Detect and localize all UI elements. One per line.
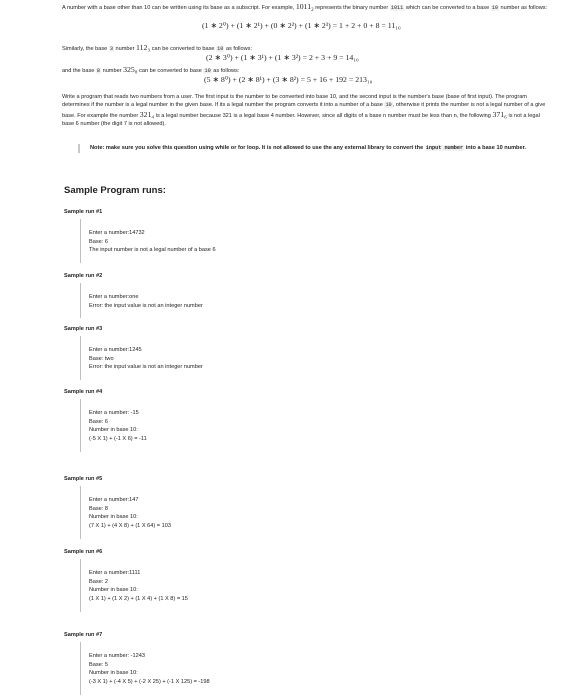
run-output-7: Enter a number: -1243 Base: 5 Number in base 10: (-3 X 1) + (-4 X 5) + (-2 X 25) + (-1 X 125) = -198: [80, 642, 529, 695]
run-title-4: Sample run #4: [64, 389, 103, 395]
run-output-6: Enter a number:1111 Base: 2 Number in base 10: (1 X 1) + (1 X 2) + (1 X 4) + (1 X 8) = 15: [80, 559, 529, 612]
intro-paragraph-2: Similarly, the base 3 number 112₃ can be converted to base 10 as follows:: [62, 43, 253, 52]
intro-paragraph-1: A number with a base other than 10 can be written using its base as a subscript. For example, $1011_2$ represents the binary number 1011 which can be converted to a base 10 number as follows:: [62, 2, 548, 14]
run-title-1: Sample run #1: [64, 209, 103, 215]
run-title-6: Sample run #6: [64, 549, 103, 555]
note-callout: Note: make sure you solve this question using while or for loop. It is not allowed to use the any external library to convert the input number into a base 10 number.: [78, 144, 550, 153]
run-title-3: Sample run #3: [64, 326, 103, 332]
equation-3: (5 ∗ 8⁰) + (2 ∗ 8¹) + (3 ∗ 8²) = 5 + 16 + 192 = 213₁₀: [204, 75, 373, 84]
run-output-3: Enter a number:1245 Base: two Error: the input value is not an integer number: [80, 336, 529, 380]
equation-1: (1 ∗ 2⁰) + (1 ∗ 2¹) + (0 ∗ 2²) + (1 ∗ 2³) = 1 + 2 + 0 + 8 = 11₁₀: [202, 21, 401, 30]
run-output-5: Enter a number:147 Base: 8 Number in base 10: (7 X 1) + (4 X 8) + (1 X 64) = 103: [80, 486, 529, 539]
equation-2: (2 ∗ 3⁰) + (1 ∗ 3¹) + (1 ∗ 3²) = 2 + 3 + 9 = 14₁₀: [206, 53, 359, 62]
run-output-2: Enter a number:one Error: the input value is not an integer number: [80, 283, 529, 318]
intro-paragraph-4: Write a program that reads two numbers from a user. The first input is the number to be converted into base 10, and the second input is the number's base (base of first input). The program determines if the number is a legal number in the given base. If its a legal number the program converts it into a number of a base 10, otherwise it prints the number is not a legal number of a give base. For example the number 321₄ is a legal number because 321 is a legal base 4 number. However, since all digits of a base n number must be less than n, the following 371₆ is not a legal base 6 number (the digit 7 is not allowed).: [62, 94, 546, 127]
sample-program-title: Sample Program runs:: [64, 185, 166, 196]
run-output-4: Enter a number: -15 Base: 6 Number in base 10: (-5 X 1) + (-1 X 6) = -11: [80, 399, 529, 452]
run-title-2: Sample run #2: [64, 273, 103, 279]
run-output-1: Enter a number:14732 Base: 6 The input number is not a legal number of a base 6: [80, 219, 529, 263]
run-title-7: Sample run #7: [64, 632, 103, 638]
run-title-5: Sample run #5: [64, 476, 103, 482]
intro-paragraph-3: and the base 8 number 325₈ can be converted to base 10 as follows:: [62, 65, 240, 74]
